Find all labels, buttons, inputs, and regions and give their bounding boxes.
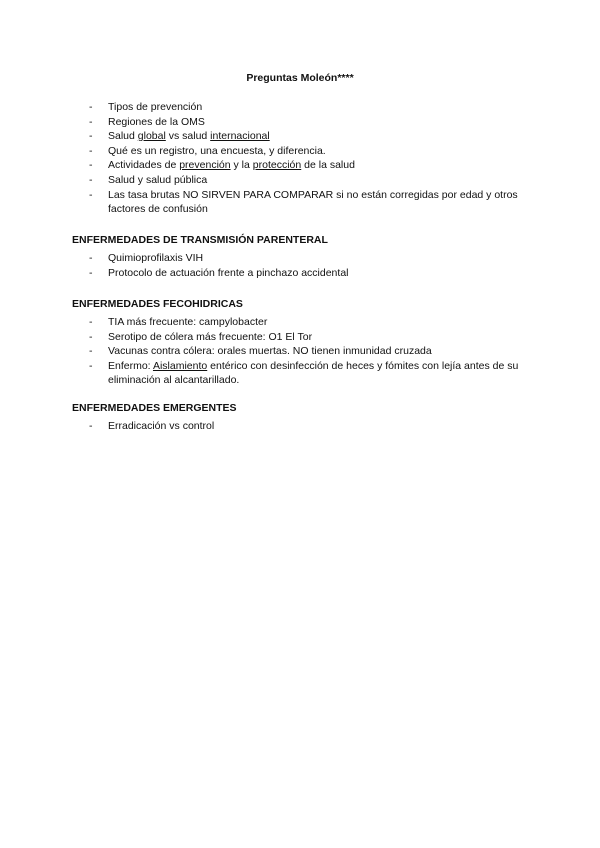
dash-bullet: - [89, 345, 93, 358]
list-item-text: Erradicación vs control [108, 420, 215, 432]
dash-bullet: - [89, 359, 93, 372]
dash-bullet: - [89, 330, 93, 343]
list-item [72, 330, 532, 345]
list-item-text: TIA más frecuente: campylobacter [108, 316, 268, 328]
list-item-text-part: Salud [108, 130, 138, 143]
intro-topics-section [72, 100, 532, 217]
list-item [72, 266, 532, 281]
section-heading: ENFERMEDADES DE TRANSMISIÓN PARENTERAL [72, 234, 328, 246]
dash-bullet: - [89, 173, 93, 186]
list-item-text-part: Enfermo: [108, 359, 153, 372]
list-item-text: Protocolo de actuación frente a pinchazo accidental [108, 266, 349, 279]
emergentes-list [72, 419, 532, 434]
dash-bullet: - [89, 420, 93, 432]
list-item-text: Qué es un registro, una encuesta, y diferencia. [108, 144, 326, 157]
list-item [72, 188, 532, 217]
dash-bullet: - [89, 144, 93, 157]
underlined-term: Aislamiento [152, 359, 208, 372]
underlined-term: global [137, 130, 166, 143]
list-item [72, 129, 532, 144]
list-item-text: Quimioprofilaxis VIH [108, 252, 204, 264]
section-heading: ENFERMEDADES EMERGENTES [72, 402, 237, 414]
dash-bullet: - [89, 188, 93, 201]
list-item [72, 315, 532, 330]
intro-topics-list [72, 100, 532, 217]
dash-bullet: - [89, 115, 93, 128]
list-item [72, 100, 532, 115]
dash-bullet: - [89, 101, 93, 113]
list-item-text-part: vs salud [165, 130, 211, 143]
list-item-text-part: de la salud [301, 159, 355, 172]
section-heading: ENFERMEDADES FECOHIDRICAS [72, 298, 243, 310]
parenteral-section [72, 233, 532, 280]
list-item [72, 251, 532, 266]
parenteral-list [72, 251, 532, 280]
dash-bullet: - [89, 130, 93, 143]
dash-bullet: - [89, 159, 93, 172]
dash-bullet: - [89, 316, 93, 328]
document-title: Preguntas Moleón**** [246, 72, 354, 84]
fecohidricas-list [72, 315, 532, 388]
list-item [72, 344, 532, 359]
list-item-text-part: y la [230, 159, 253, 172]
list-item-text: Tipos de prevención [108, 101, 203, 113]
list-item-text: Regiones de la OMS [108, 115, 205, 128]
list-item [72, 144, 532, 159]
list-item [72, 158, 532, 173]
list-item [72, 173, 532, 188]
list-item [72, 419, 532, 434]
underlined-term: internacional [210, 130, 270, 143]
fecohidricas-section [72, 297, 532, 388]
list-item-text: Las tasa brutas NO SIRVEN PARA COMPARAR si no están corregidas por edad y otros factores de confusión [108, 188, 518, 216]
list-item-text: Serotipo de cólera más frecuente: O1 El Tor [108, 330, 313, 343]
list-item [72, 359, 532, 388]
dash-bullet: - [89, 266, 93, 279]
underlined-term: protección [252, 159, 302, 172]
emergentes-section [72, 401, 532, 434]
list-item-text: Salud y salud pública [108, 173, 208, 186]
list-item-text: Vacunas contra cólera: orales muertas. NO tienen inmunidad cruzada [108, 345, 432, 358]
list-item-text-part: Actividades de [108, 159, 180, 172]
underlined-term: prevención [179, 159, 231, 172]
list-item-text-part: entérico con desinfección de heces y fómites con lejía antes de su eliminación al alcantarillado. [108, 359, 519, 387]
dash-bullet: - [89, 252, 93, 264]
list-item [72, 115, 532, 130]
